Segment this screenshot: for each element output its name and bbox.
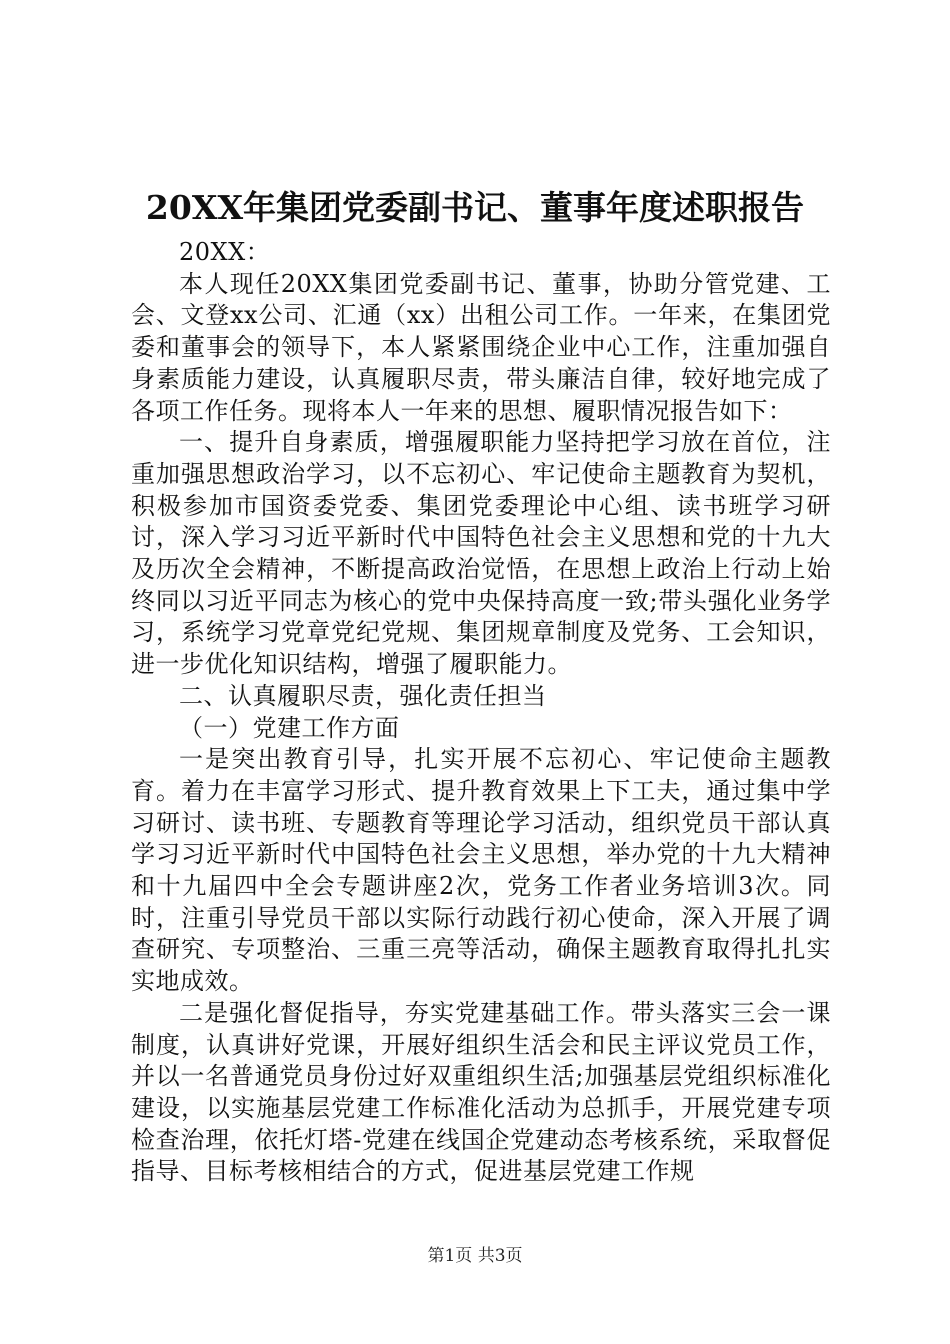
document-body (131, 237, 831, 1188)
subsection-heading: （一）党建工作方面 (179, 713, 400, 742)
section-one-paragraph: 一、提升自身素质，增强履职能力坚持把学习放在首位，注重加强思想政治学习，以不忘初心、牢记使命主题教育为契机，积极参加市国资委党委、集团党委理论中心组、读书班学习研讨，深入学习习近平新时代中国特色社会主义思想和党的十九大及历次全会精神，不断提高政治觉悟，在思想上政治上行动上始终同以习近平同志为核心的党中央保持高度一致;带头强化业务学习，系统学习党章党纪党规、集团规章制度及党务、工会知识，进一步优化知识结构，增强了履职能力。 (131, 428, 831, 679)
point-one-paragraph: 一是突出教育引导，扎实开展不忘初心、牢记使命主题教育。着力在丰富学习形式、提升教育效果上下工夫，通过集中学习研讨、读书班、专题教育等理论学习活动，组织党员干部认真学习习近平新时代中国特色社会主义思想，举办党的十九大精神和十九届四中全会专题讲座2次，党务工作者业务培训3次。同时，注重引导党员干部以实际行动践行初心使命，深入开展了调查研究、专项整治、三重三亮等活动，确保主题教育取得扎扎实实地成效。 (131, 745, 831, 996)
point-two-paragraph: 二是强化督促指导，夯实党建基础工作。带头落实三会一课制度，认真讲好党课，开展好组织生活会和民主评议党员工作，并以一名普通党员身份过好双重组织生活;加强基层党组织标准化建设，以实施基层党建工作标准化活动为总抓手，开展党建专项检查治理，依托灯塔-党建在线国企党建动态考核系统，采取督促指导、目标考核相结合的方式，促进基层党建工作规 (131, 998, 831, 1186)
salutation: 20XX： (179, 238, 271, 266)
intro-paragraph: 本人现任20XX集团党委副书记、董事，协助分管党建、工会、文登xx公司、汇通（xx）出租公司工作。一年来，在集团党委和董事会的领导下，本人紧紧围绕企业中心工作，注重加强自身素质能力建设，认真履职尽责，带头廉洁自律，较好地完成了各项工作任务。现将本人一年来的思想、履职情况报告如下： (131, 269, 831, 425)
page-number: 第1页 共3页 (427, 1246, 523, 1266)
section-two-heading: 二、认真履职尽责，强化责任担当 (179, 681, 547, 710)
document-title: 20XX年集团党委副书记、董事年度述职报告 (145, 188, 805, 227)
